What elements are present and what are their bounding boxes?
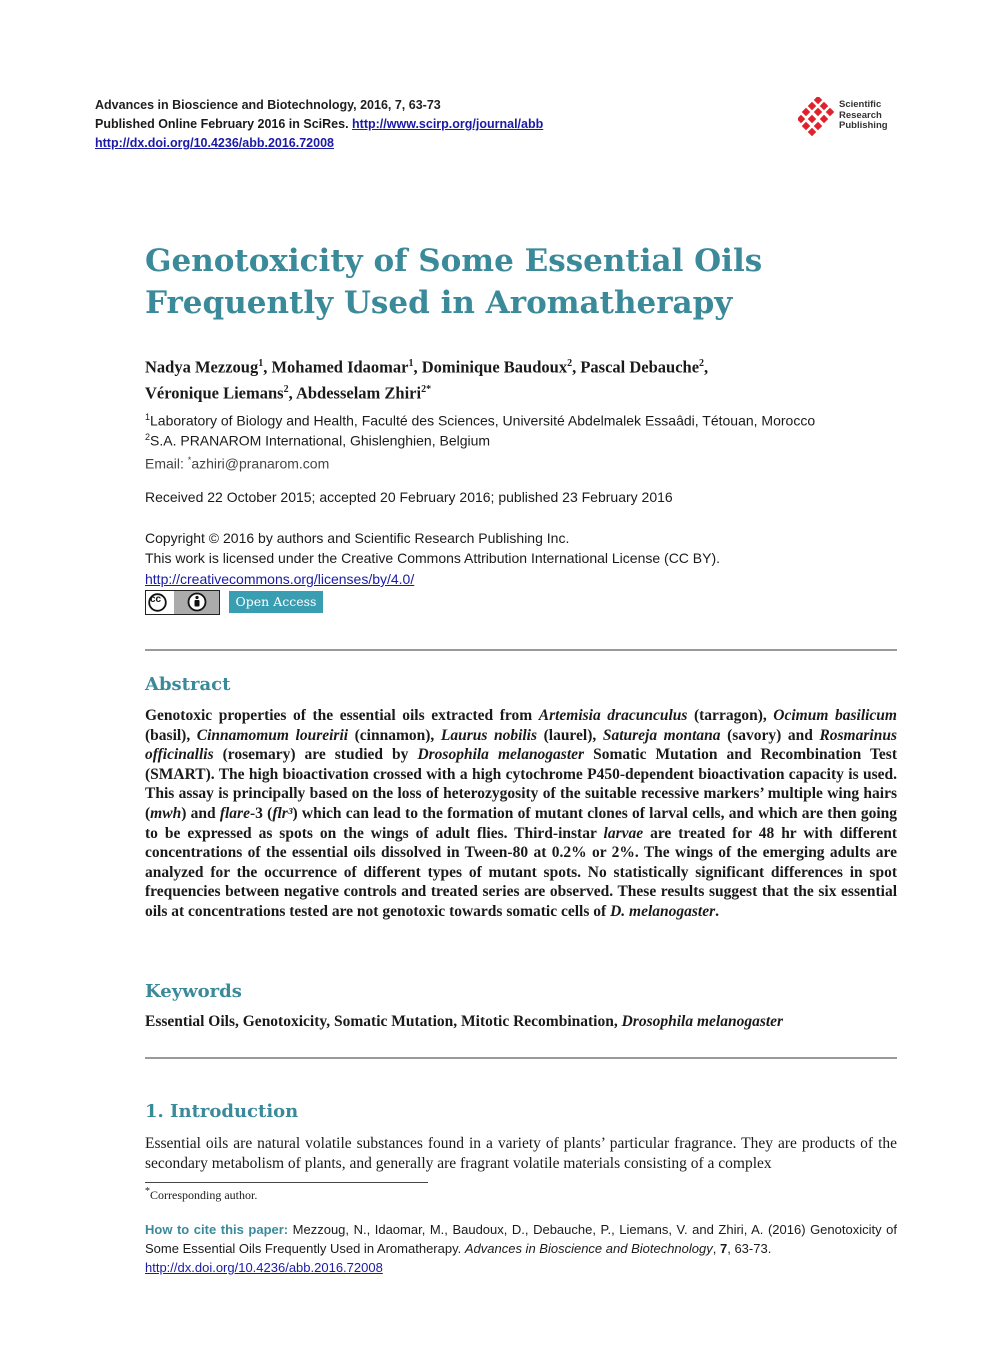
license-url-line (145, 569, 905, 589)
doi-line (95, 133, 334, 153)
introduction-heading: 1. Introduction (145, 1101, 299, 1122)
abstract-body (145, 706, 897, 922)
abstract-text-run: . (715, 902, 719, 920)
cite-label: How to cite this paper: (145, 1222, 289, 1237)
divider (145, 649, 897, 651)
abstract-italic-term: Ocimum basilicum (773, 707, 897, 724)
license-link[interactable]: http://creativecommons.org/licenses/by/4.0/ (145, 571, 415, 587)
title-line-2: Frequently Used in Aromatherapy (145, 285, 733, 321)
abstract-text-run: are treated for 48 hr with different concentrations of the essential oils dissolved in Tween-80 at 0.2% or 2%. The wings of the emerging adults are analyzed for the occurrence of different types of mutant spots. No statistically significant differences in spot frequencies between negative controls and treated series are observed. These results suggest that the six essential oils at concentrations tested are not genotoxic towards somatic cells of (145, 824, 897, 920)
author-affiliation-mark: 2 (567, 358, 573, 369)
logo-line-2: Research (839, 109, 882, 121)
affiliation-2 (145, 427, 905, 451)
cc-by-badge[interactable] (145, 590, 220, 615)
author: Véronique Liemans (145, 383, 284, 402)
abstract-heading: Abstract (145, 674, 231, 695)
keywords-heading: Keywords (145, 981, 242, 1002)
abstract-text-run: (savory) and (720, 726, 820, 744)
abstract-text-run: ) which can lead to the formation of mutant clones of larval cells, and which are then going to be expressed as spots on the wings of adult flies. Third-instar (145, 804, 897, 842)
abstract-italic-term: Rosmarinus officinallis (145, 726, 897, 764)
abstract-italic-term: Artemisia dracunculus (538, 707, 688, 724)
footnote-rule (145, 1182, 428, 1183)
cite-volume: 7 (719, 1241, 728, 1256)
abstract-text-run: (rosemary) are studied by (213, 746, 418, 764)
abstract-italic-term: Drosophila melanogaster (417, 746, 585, 764)
footnote-text: Corresponding author. (150, 1188, 258, 1202)
how-to-cite: How to cite this paper: Mezzoug, N., Idaomar, M., Baudoux, D., Debauche, P., Liemans, V. and Zhiri, A. (2016) Genotoxicity of Some Essential Oils Frequently Used in Aromatherapy. Advances in Bioscience and Biotechnology, 7, 63-73. http://dx.doi.org/10.4236/abb.2016.72008 (145, 1222, 897, 1275)
introduction-text: Essential oils are natural volatile substances found in a variety of plants’ particular fragrance. They are products of the secondary metabolism of plants, and generally are fragrant volatile materials consisting of a complex (145, 1135, 897, 1172)
abstract-italic-term: D. melanogaster (610, 902, 716, 920)
author: Abdesselam Zhiri (295, 383, 422, 402)
abstract-italic-term: Laurus nobilis (440, 726, 538, 744)
abstract-text-run: Somatic Mutation and Recombination Test (SMART). The high bioactivation crossed with a high cytochrome P450-dependent bioactivation capacity is used. This assay is principally based on the loss of heterozygosity of the suitable recessive markers’ multiple wing hairs ( (145, 746, 897, 822)
affiliation-number: 2 (145, 432, 151, 442)
scirp-logo (798, 97, 908, 137)
abstract-italic-term: Satureja montana (602, 726, 721, 744)
abstract-italic-term: larvae (603, 824, 644, 842)
author-affiliation-mark: 2 (283, 383, 289, 395)
published-line (95, 114, 543, 134)
license-line: This work is licensed under the Creative Commons Attribution International License (CC BY). (145, 550, 721, 566)
abstract-text-run: Genotoxic properties of the essential oils extracted from (145, 707, 539, 724)
publication-dates: Received 22 October 2015; accepted 20 February 2016; published 23 February 2016 (145, 489, 673, 505)
doi-link[interactable]: http://dx.doi.org/10.4236/abb.2016.72008 (95, 136, 334, 150)
cc-icon-text: cc (150, 594, 162, 605)
footnote-mark: * (145, 1186, 150, 1197)
scirp-logo-icon (798, 97, 838, 137)
title-line-1: Genotoxicity of Some Essential Oils (145, 243, 763, 279)
abstract-text-run: ) and (181, 804, 220, 822)
footnote (145, 1186, 257, 1203)
email-mark: * (187, 455, 192, 465)
copyright-line: Copyright © 2016 by authors and Scientific Research Publishing Inc. (145, 530, 570, 546)
paper-title (145, 240, 865, 324)
abstract-italic-term: Cinnamomum loureirii (196, 726, 349, 744)
author-list: Nadya Mezzoug$^1$, Mohamed Idaomar$^1$, Dominique Baudoux$^2$, Pascal Debauche$^2$, Véronique Liemans$^2$, Abdesselam Zhiri$^{2*}$ (145, 357, 709, 402)
email-address: azhiri@pranarom.com (191, 455, 330, 472)
logo-line-1: Scientific (839, 99, 882, 110)
email-label: Email: (145, 455, 184, 472)
abstract-text-run: (cinnamon), (348, 726, 441, 744)
attribution-icon (187, 592, 207, 612)
affiliation-number: 1 (145, 412, 151, 422)
abstract-italic-term: flare (219, 804, 250, 822)
email-line (145, 450, 905, 474)
cite-pages: , 63-73. (727, 1241, 772, 1256)
abstract-italic-term: mwh (150, 804, 182, 822)
author: Mohamed Idaomar (271, 357, 409, 377)
published-prefix: Published Online February 2016 in SciRes. (95, 117, 349, 131)
journal-citation-line: Advances in Bioscience and Biotechnology, 2016, 7, 63-73 (95, 98, 441, 112)
author: Pascal Debauche (580, 357, 700, 377)
abstract-text-run: (laurel), (537, 726, 603, 744)
divider (145, 1057, 897, 1059)
logo-line-3: Publishing (839, 120, 888, 131)
affiliation-text: S.A. PRANAROM International, Ghislenghien, Belgium (150, 432, 491, 449)
scirp-logo-text (839, 100, 888, 132)
author: Nadya Mezzoug (145, 357, 259, 377)
abstract-text-run: -3 ( (249, 804, 273, 822)
abstract-text-run: (tarragon), (687, 707, 774, 724)
cite-doi-link[interactable]: http://dx.doi.org/10.4236/abb.2016.72008 (145, 1260, 383, 1275)
abstract-italic-term: flr³ (272, 804, 293, 822)
author-affiliation-mark: 2 (699, 358, 705, 369)
keywords-list (145, 1013, 783, 1031)
author: Dominique Baudoux (421, 357, 568, 377)
abstract-text-run: (basil), (145, 726, 197, 744)
affiliation-text: Laboratory of Biology and Health, Faculté des Sciences, Université Abdelmalek Essaâdi, Tétouan, Morocco (150, 412, 816, 429)
keywords-text: Essential Oils, Genotoxicity, Somatic Mutation, Mitotic Recombination, (145, 1013, 622, 1030)
keyword-italic: Drosophila melanogaster (621, 1013, 784, 1030)
author-affiliation-mark: 1 (408, 358, 414, 369)
cite-text: Mezzoug, N., Idaomar, M., Baudoux, D., Debauche, P., Liemans, V. and Zhiri, A. (2016) Genotoxicity of Some Essential Oils Frequently Used in Aromatherapy. (145, 1222, 897, 1256)
open-access-badge[interactable]: Open Access (229, 591, 323, 613)
journal-url-link[interactable]: http://www.scirp.org/journal/abb (352, 117, 544, 131)
author-affiliation-mark: 1 (258, 358, 264, 369)
cite-journal: Advances in Bioscience and Biotechnology (464, 1241, 713, 1256)
author-affiliation-mark: 2* (421, 383, 432, 395)
